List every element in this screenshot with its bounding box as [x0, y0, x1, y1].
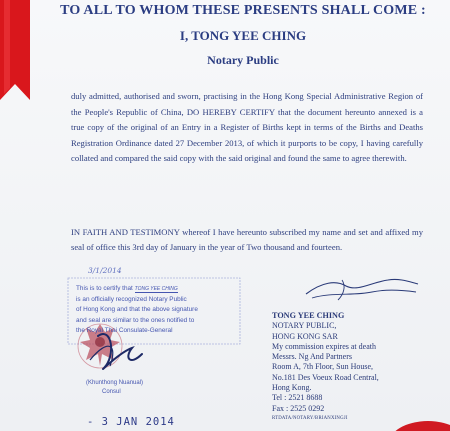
red-ribbon-seal	[0, 0, 30, 100]
red-wax-seal-icon	[388, 411, 450, 431]
heading-notary-title: Notary Public	[207, 53, 279, 67]
notary-fax: Fax : 2525 0292	[272, 403, 325, 413]
heading-presents: TO ALL TO WHOM THESE PRESENTS SHALL COME :	[60, 3, 426, 18]
notary-title: NOTARY PUBLIC,	[272, 321, 337, 331]
stamp-date: - 3 JAN 2014	[87, 416, 175, 428]
notary-commission: My commission expires at death	[272, 341, 376, 351]
notary-reference: RTDATA/NOTARY/BRIANXINGJI	[272, 415, 348, 421]
stamp-officer-name: (Khunthong Nuanual)	[86, 379, 144, 386]
stamp-signed-name: TONG YEE CHING	[134, 286, 178, 292]
heading-notary-name: I, TONG YEE CHING	[179, 28, 307, 43]
notary-tel: Tel : 2521 8688	[272, 393, 323, 403]
stamp-line-5: the Royal Thai Consulate-General	[76, 327, 173, 335]
stamp-line-3: of Hong Kong and that the above signature	[76, 306, 198, 314]
notary-location: HONG KONG SAR	[272, 331, 338, 341]
testimony-paragraph: IN FAITH AND TESTIMONY whereof I have hereunto subscribed my name and set and affixed my seal of office this 3rd day of January in the year of Two thousand and fourteen.	[71, 227, 423, 253]
notary-address-1: Room A, 7th Floor, Sun House,	[272, 362, 374, 372]
certification-paragraph: duly admitted, authorised and sworn, practising in the Hong Kong Special Administrative Region of the People's Republic of China, DO HEREBY CERTIFY that the document hereunto annexed is a true copy of the original of an Entry in a Register of Births kept in terms of the Births and Deaths Registration Ordinance dated 27 December 2013, of which it purports to be copy, I having carefully collated and compared the said copy with the said original and found the same to agree therewith.	[71, 91, 423, 164]
stamp-line-2: is an officially recognized Notary Public	[76, 295, 187, 303]
notary-address-2: No.181 Des Voeux Road Central,	[272, 372, 379, 382]
stamp-line-1: This is to certify that	[76, 285, 133, 292]
stamp-handwritten-date: 3/1/2014	[88, 266, 122, 275]
consulate-certification-text	[76, 284, 236, 396]
stamp-line-4: and seal are similar to the ones notified to	[76, 316, 195, 324]
notary-firm: Messrs. Ng And Partners	[272, 352, 352, 362]
notary-name: TONG YEE CHING	[272, 311, 345, 320]
stamp-officer-title: Consul	[102, 388, 121, 395]
notary-signature-icon	[302, 272, 422, 306]
notary-address-3: Hong Kong.	[272, 383, 312, 393]
notary-address-block	[272, 311, 442, 424]
